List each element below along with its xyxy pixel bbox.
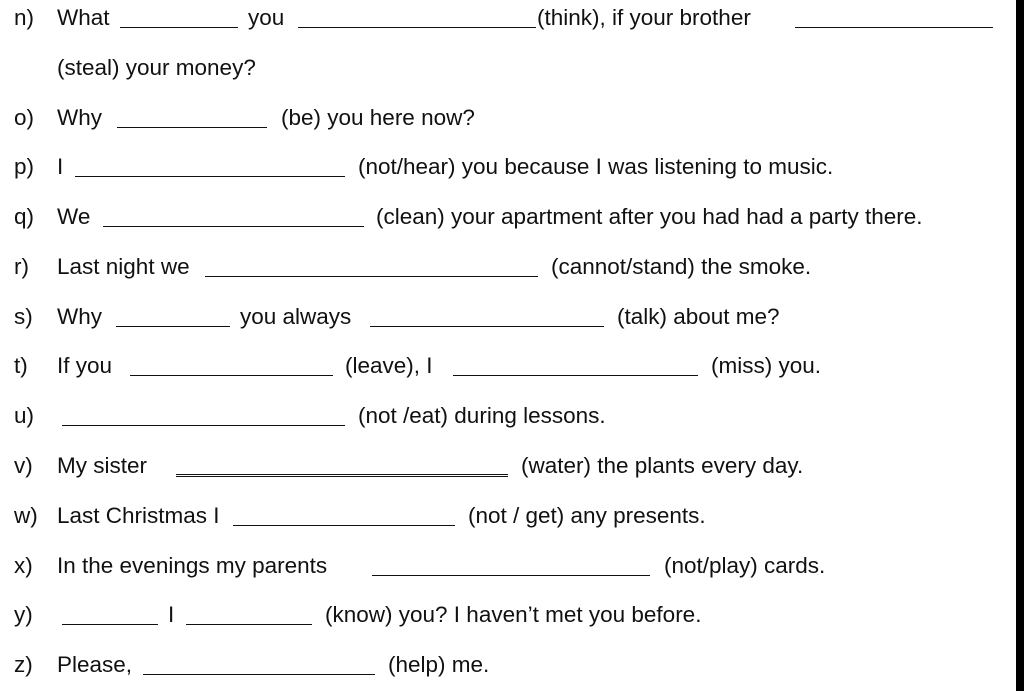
item-text: My sister	[57, 453, 147, 478]
item-u	[0, 398, 1010, 434]
item-q	[0, 199, 1010, 235]
item-text: (not /eat) during lessons.	[358, 403, 606, 428]
item-o	[0, 100, 1010, 136]
answer-blank[interactable]	[176, 474, 508, 477]
item-text: you	[248, 5, 285, 30]
item-text: I	[57, 154, 64, 179]
answer-blank[interactable]	[75, 176, 345, 177]
item-text: (not/hear) you because I was listening to music.	[358, 154, 834, 179]
item-n	[0, 0, 1010, 36]
answer-blank[interactable]	[795, 27, 993, 28]
item-letter: v)	[14, 453, 33, 478]
item-text: What	[57, 5, 110, 30]
item-text: Why	[57, 304, 102, 329]
answer-blank[interactable]	[372, 575, 650, 576]
answer-blank[interactable]	[116, 326, 230, 327]
item-text: Why	[57, 105, 102, 130]
item-x	[0, 548, 1010, 584]
item-text: (talk) about me?	[617, 304, 780, 329]
answer-blank[interactable]	[453, 375, 698, 376]
item-text: (help) me.	[388, 652, 490, 677]
item-y	[0, 597, 1010, 633]
answer-blank[interactable]	[120, 27, 238, 28]
item-p	[0, 149, 1010, 185]
item-letter: p)	[14, 154, 35, 179]
item-letter: r)	[14, 254, 29, 279]
item-text: (clean) your apartment after you had had a party there.	[376, 204, 923, 229]
item-text: you always	[240, 304, 352, 329]
item-text: If you	[57, 353, 113, 378]
item-letter: y)	[14, 602, 33, 627]
item-letter: u)	[14, 403, 35, 428]
answer-blank[interactable]	[62, 425, 345, 426]
item-letter: w)	[14, 503, 38, 528]
item-text: (not / get) any presents.	[468, 503, 706, 528]
item-text: Last night we	[57, 254, 190, 279]
item-text: (not/play) cards.	[664, 553, 826, 578]
answer-blank[interactable]	[298, 27, 536, 28]
answer-blank[interactable]	[186, 624, 312, 625]
item-text: Please,	[57, 652, 133, 677]
item-w	[0, 498, 1010, 534]
item-text: In the evenings my parents	[57, 553, 328, 578]
answer-blank[interactable]	[233, 525, 455, 526]
item-letter: n)	[14, 5, 35, 30]
item-text: (cannot/stand) the smoke.	[551, 254, 812, 279]
answer-blank[interactable]	[103, 226, 364, 227]
answer-blank[interactable]	[370, 326, 604, 327]
answer-blank[interactable]	[143, 674, 375, 675]
item-text: (water) the plants every day.	[521, 453, 804, 478]
item-text: (be) you here now?	[281, 105, 475, 130]
item-letter: z)	[14, 652, 33, 677]
item-s	[0, 299, 1010, 335]
item-letter: t)	[14, 353, 28, 378]
item-letter: o)	[14, 105, 35, 130]
answer-blank[interactable]	[62, 624, 158, 625]
item-text: (steal) your money?	[57, 55, 256, 80]
item-text: (think), if your brother	[537, 5, 751, 30]
item-text: (leave), I	[345, 353, 433, 378]
item-text: (know) you? I haven’t met you before.	[325, 602, 702, 627]
item-v	[0, 448, 1010, 484]
answer-blank[interactable]	[130, 375, 333, 376]
item-n-continued	[0, 50, 1010, 86]
item-letter: x)	[14, 553, 33, 578]
item-r	[0, 249, 1010, 285]
answer-blank[interactable]	[117, 127, 267, 128]
item-text: I	[168, 602, 175, 627]
item-letter: s)	[14, 304, 33, 329]
item-t	[0, 348, 1010, 384]
answer-blank[interactable]	[205, 276, 538, 277]
item-z	[0, 647, 1010, 683]
item-text: Last Christmas I	[57, 503, 220, 528]
item-letter: q)	[14, 204, 35, 229]
item-text: We	[57, 204, 91, 229]
item-text: (miss) you.	[711, 353, 822, 378]
